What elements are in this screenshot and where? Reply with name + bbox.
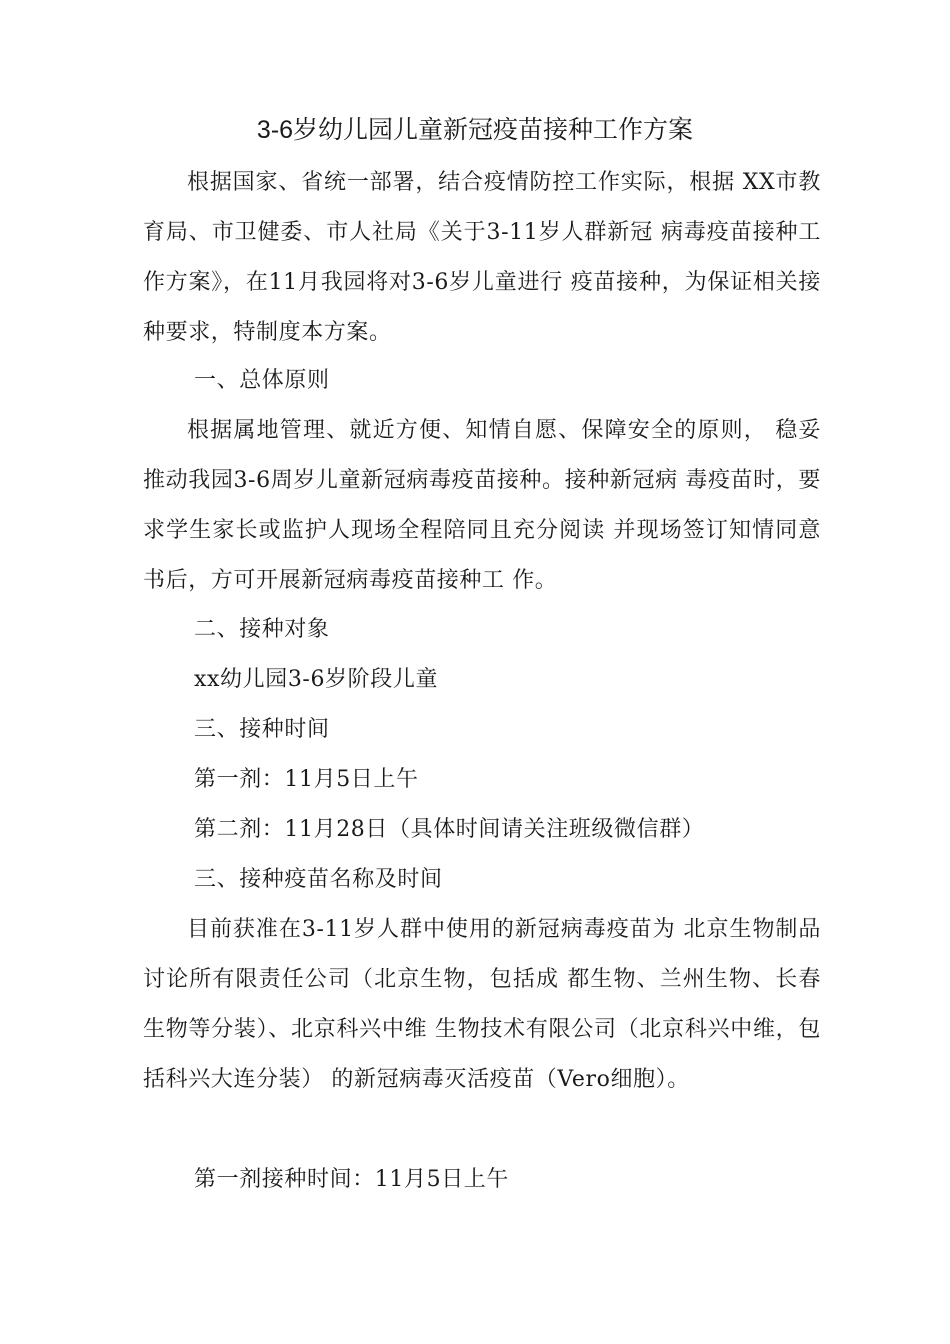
vaccine-paragraph: 目前获准在3-11岁人群中使用的新冠病毒疫苗为 北京生物制品讨论所有限责任公司（北京生物，包括成 都生物、兰州生物、长春生物等分装）、北京科兴中维 生物技术有限公司（北京科兴中维，包括科兴大连分装） 的新冠病毒灭活疫苗（Vero细胞）。 bbox=[143, 917, 821, 1092]
section-heading-targets: 二、接种对象 bbox=[194, 617, 330, 642]
dose2-schedule: 第二剂：11月28日（具体时间请关注班级微信群） bbox=[194, 817, 705, 842]
targets-text: xx幼儿园3-6岁阶段儿童 bbox=[194, 667, 439, 692]
principles-paragraph: 根据属地管理、就近方便、知情自愿、保障安全的原则， 稳妥推动我园3-6周岁儿童新冠病毒疫苗接种。接种新冠病 毒疫苗时，要求学生家长或监护人现场全程陪同且充分阅读 并现场签订知情同意书后，方可开展新冠病毒疫苗接种工 作。 bbox=[143, 418, 821, 593]
section-heading-vaccine: 三、接种疫苗名称及时间 bbox=[194, 867, 443, 892]
intro-paragraph: 根据国家、省统一部署，结合疫情防控工作实际，根据 XX市教育局、市卫健委、市人社局《关于3-11岁人群新冠 病毒疫苗接种工作方案》，在11月我园将对3-6岁儿童进行 疫苗接种，为保证相关接种要求，特制度本方案。 bbox=[143, 170, 821, 345]
document-title: 3-6岁幼儿园儿童新冠疫苗接种工作方案 bbox=[256, 116, 694, 144]
dose1-time-text: 第一剂接种时间：11月5日上午 bbox=[194, 1167, 509, 1192]
section-heading-principles: 一、总体原则 bbox=[194, 368, 330, 393]
section-heading-schedule: 三、接种时间 bbox=[194, 717, 330, 742]
dose1-schedule: 第一剂：11月5日上午 bbox=[194, 767, 419, 792]
